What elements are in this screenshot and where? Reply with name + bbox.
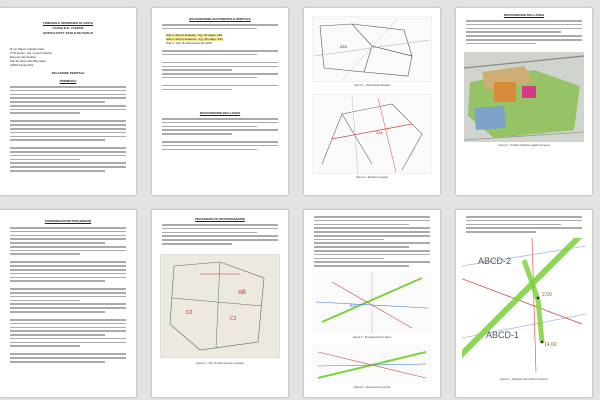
body-text — [466, 20, 582, 46]
body-text — [10, 86, 126, 174]
figure-caption: Figura 4 - Tipo di frazionamento originale — [196, 362, 244, 365]
address-line: Ill.mo Signor Giudice Dott. — [10, 47, 45, 51]
measure-label: 14,60 — [544, 342, 557, 348]
section-heading: PROCEDURA DI RICONFINAZIONE — [195, 217, 245, 221]
section-heading: RICOGNIZIONE DEI LUOGHI — [199, 111, 241, 115]
judge-name: GIUDICE DOTT. PAOLO DE PAOLIS — [42, 31, 94, 35]
figure-caption: Figura 5 - Sovrapposizione rilievo — [352, 336, 392, 339]
figure-caption: Figura 3 - Ortofoto dell'area oggetto di causa — [498, 144, 550, 147]
page-2-thumbnail[interactable] — [152, 8, 288, 195]
measure-label: 2,50 — [542, 292, 552, 298]
body-text — [162, 24, 278, 32]
body-text — [10, 227, 126, 365]
address-line: Esperto del Giudice — [10, 55, 37, 59]
svg-text:D2: D2 — [186, 310, 193, 316]
body-text — [314, 216, 430, 269]
figure-caption: Figura 7 - Dettaglio del confine ricostruito — [500, 378, 548, 381]
svg-text:C1: C1 — [230, 316, 237, 322]
section-heading: CONSIDERAZIONI PRELIMINARI — [44, 219, 92, 223]
body-text — [162, 50, 278, 92]
cadastral-map-figure — [312, 16, 432, 82]
boundary-reconstruction-figure — [312, 344, 432, 384]
body-text — [162, 224, 278, 247]
overlay-survey-figure — [312, 272, 432, 334]
section-heading: PREMESSA — [59, 79, 77, 83]
page-8-thumbnail[interactable] — [456, 210, 592, 397]
survey-sketch-figure — [160, 254, 280, 358]
page-6-thumbnail[interactable] — [152, 210, 288, 397]
page-1-thumbnail[interactable] — [0, 8, 136, 195]
doc-list-item: Sub 3: Tipo di frazionamento 2016 — [166, 41, 212, 45]
page-3-thumbnail[interactable] — [304, 8, 440, 195]
doc-list-item: Sub 1: Atto di acquisto - Fg. 39 mapp. 233 — [166, 33, 223, 37]
body-text — [162, 118, 278, 152]
report-title: RELAZIONE PERITALE — [51, 71, 85, 75]
section-heading: RICOGNIZIONE DEI LUOGHI — [503, 13, 545, 17]
boundary-label: ABCD-1 — [486, 330, 520, 340]
figure-caption: Figura 1 - Planimetria catastale — [354, 84, 390, 87]
parcel-label: 233 — [340, 44, 347, 49]
address-line: CTU Geom. Ing. Lorenzo Rossi — [10, 51, 52, 55]
body-text — [466, 216, 582, 235]
address-line: 11100 Aosta (AO) — [10, 63, 34, 67]
page-4-thumbnail[interactable] — [456, 8, 592, 195]
figure-caption: Figura 2 - Estratto di mappa — [355, 176, 389, 179]
point-label: BG1 — [350, 304, 358, 308]
doc-list-item: Sub 2: Atto di divisione - Fg. 39 mapp. 234 — [166, 37, 223, 41]
case-number: CAUSA R.G. 774/2020 — [52, 26, 84, 30]
svg-text:AB: AB — [238, 290, 247, 296]
figure-caption: Figura 6 - Ricostruzione confine — [353, 386, 391, 389]
map-extract-figure — [312, 94, 432, 174]
tribunal-title: TRIBUNALE ORDINARIO DI AOSTA — [42, 21, 94, 25]
section-heading: RICOGNIZIONE DOCUMENTALE PERITALE — [189, 17, 251, 21]
page-5-thumbnail[interactable] — [0, 210, 136, 397]
page-7-thumbnail[interactable] — [304, 210, 440, 397]
parcel-label: 234 — [376, 130, 383, 135]
aerial-photo-figure — [464, 52, 584, 142]
address-line: Via del Gran San Bernardo — [10, 59, 46, 63]
boundary-label: ABCD-2 — [478, 256, 512, 266]
